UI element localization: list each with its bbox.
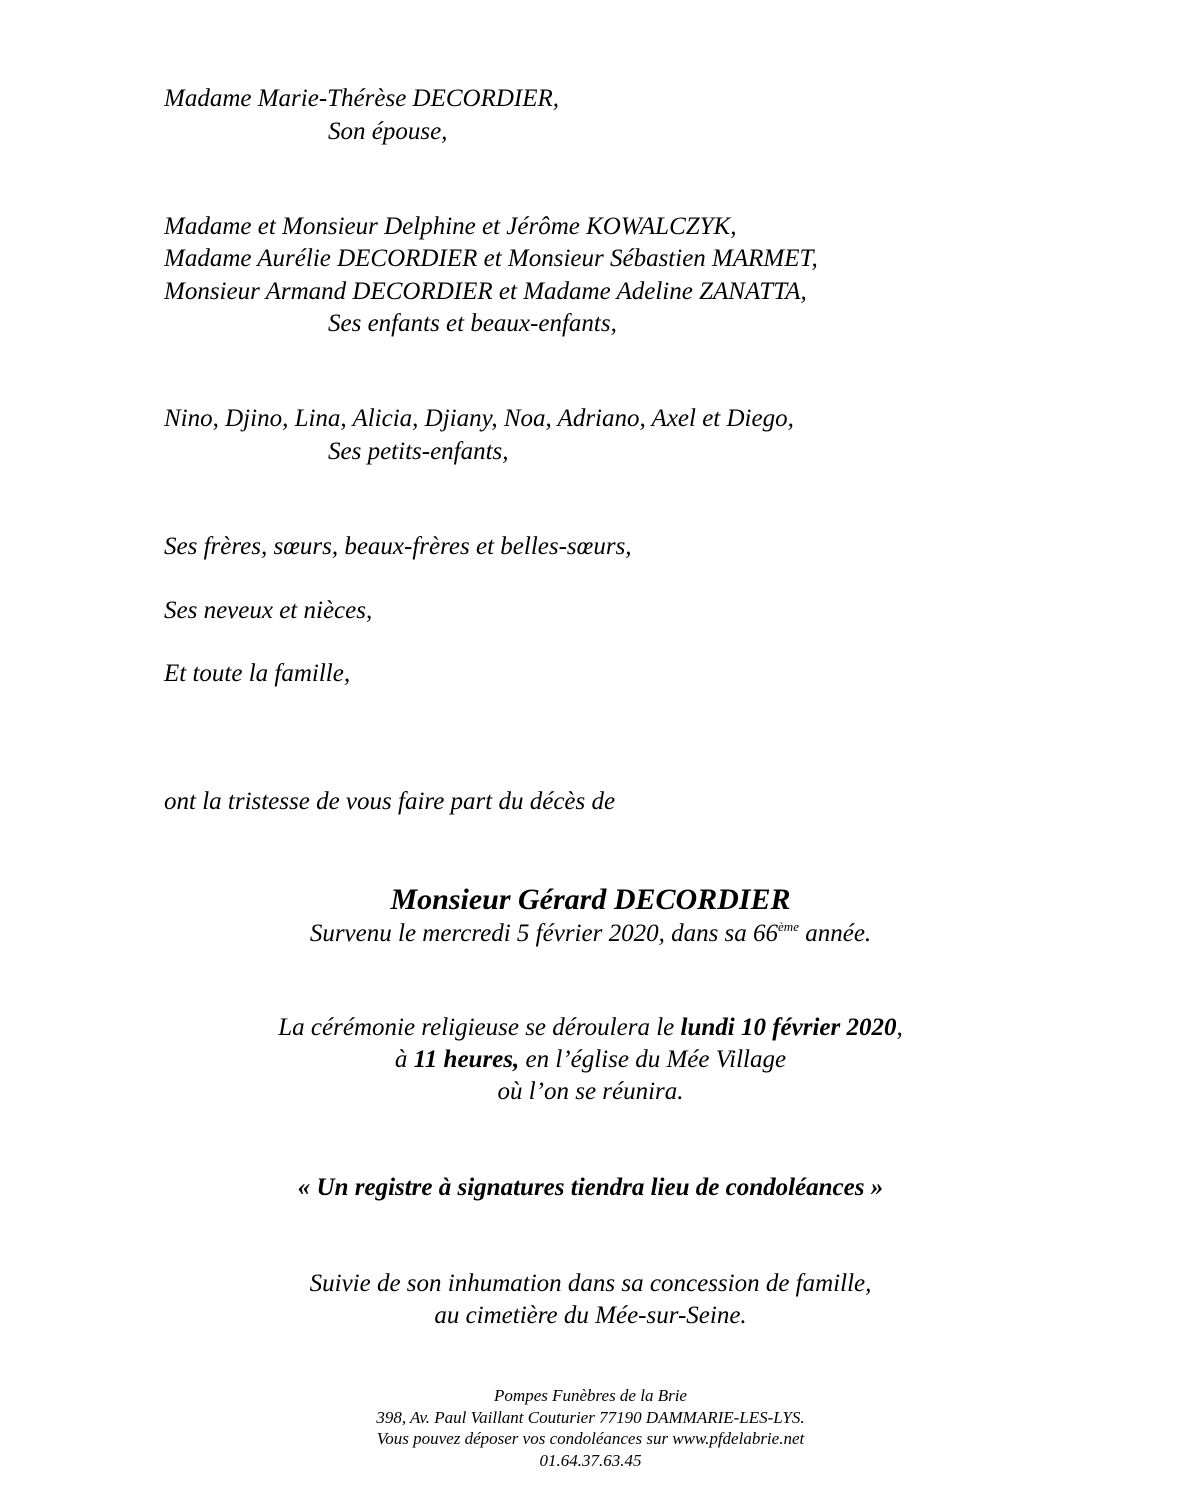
ceremony-comma: , bbox=[896, 1014, 903, 1041]
footer-phone: 01.64.37.63.45 bbox=[539, 1451, 642, 1470]
ceremony-text: La cérémonie religieuse se déroulera le bbox=[278, 1014, 681, 1041]
grandchildren-relation: Ses petits-enfants, bbox=[328, 438, 509, 465]
ceremony-line-2 bbox=[0, 1044, 1181, 1076]
death-date-end: année. bbox=[798, 920, 872, 947]
ceremony-line-1 bbox=[0, 1012, 1181, 1044]
ordinal-suffix: ème bbox=[778, 919, 799, 934]
child-name-2: Madame Aurélie DECORDIER et Monsieur Sébastien MARMET, bbox=[164, 245, 818, 272]
ceremony-location: en l’église du Mée Village bbox=[519, 1046, 787, 1073]
spouse-name: Madame Marie-Thérèse DECORDIER, bbox=[164, 85, 560, 112]
footer-address: 398, Av. Paul Vaillant Couturier 77190 DAMMARIE-LES-LYS. bbox=[376, 1408, 805, 1427]
ceremony-date: lundi 10 février 2020 bbox=[680, 1014, 897, 1041]
grandchildren-names: Nino, Djino, Lina, Alicia, Djiany, Noa, Adriano, Axel et Diego, bbox=[164, 405, 794, 432]
death-date-line bbox=[0, 918, 1181, 950]
siblings-line: Ses frères, sœurs, beaux-frères et belles-sœurs, bbox=[164, 533, 632, 560]
ceremony-time-prefix: à bbox=[394, 1046, 414, 1073]
burial-line-1: Suivie de son inhumation dans sa concession de famille, bbox=[309, 1270, 872, 1297]
nephews-line: Ses neveux et nièces, bbox=[164, 597, 373, 624]
footer-company: Pompes Funèbres de la Brie bbox=[494, 1386, 687, 1405]
announcement-line: ont la tristesse de vous faire part du décès de bbox=[164, 788, 616, 815]
family-line: Et toute la famille, bbox=[164, 660, 351, 687]
child-name-3: Monsieur Armand DECORDIER et Madame Adeline ZANATTA, bbox=[164, 278, 807, 305]
ceremony-line-3: où l’on se réunira. bbox=[497, 1078, 684, 1105]
spouse-relation: Son épouse, bbox=[328, 118, 448, 145]
deceased-name: Monsieur Gérard DECORDIER bbox=[390, 883, 791, 916]
death-date-text: Survenu le mercredi 5 février 2020, dans sa 66 bbox=[309, 920, 779, 947]
children-relation: Ses enfants et beaux-enfants, bbox=[328, 310, 617, 337]
burial-line-2: au cimetière du Mée-sur-Seine. bbox=[434, 1302, 747, 1329]
ceremony-time: 11 heures, bbox=[413, 1046, 520, 1073]
child-name-1: Madame et Monsieur Delphine et Jérôme KOWALCZYK, bbox=[164, 213, 737, 240]
footer-condolences: Vous pouvez déposer vos condoléances sur www.pfdelabrie.net bbox=[376, 1429, 805, 1448]
registry-note: « Un registre à signatures tiendra lieu de condoléances » bbox=[297, 1174, 884, 1201]
